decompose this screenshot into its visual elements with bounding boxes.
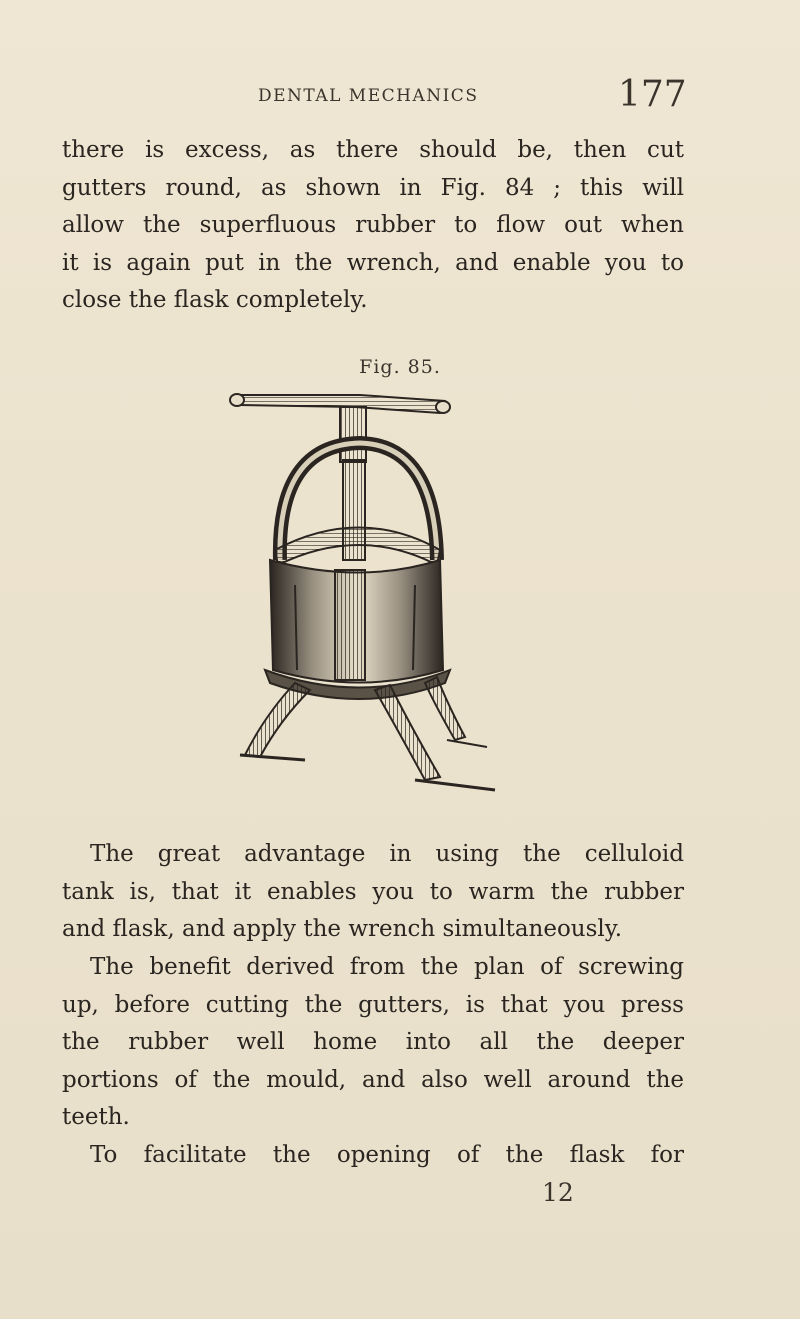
paragraph-screwing-benefit <box>62 949 684 1137</box>
signature-mark: 12 <box>542 1178 574 1207</box>
paragraph-opening-flask <box>62 1137 684 1175</box>
text-line: there is excess, as there should be, then cut <box>62 137 684 163</box>
paragraph-continuation <box>62 132 684 320</box>
text-line: gutters round, as shown in Fig. 84 ; this will <box>62 174 684 201</box>
flask-press-wrench-illustration <box>225 385 500 805</box>
text-line: allow the superfluous rubber to flow out when <box>62 212 684 238</box>
text-line: and flask, and apply the wrench simultaneously. <box>62 916 623 942</box>
page-number: 177 <box>618 74 687 115</box>
text-line: the rubber well home into all the deeper <box>62 1029 684 1055</box>
text-line: portions of the mould, and also well around the <box>62 1066 684 1093</box>
figure-caption: Fig. 85. <box>359 356 441 378</box>
text-line: tank is, that it enables you to warm the rubber <box>62 878 684 905</box>
text-line: teeth. <box>62 1104 130 1130</box>
text-line: The benefit derived from the plan of screwing <box>90 954 684 980</box>
text-line: up, before cutting the gutters, is that you press <box>62 991 684 1018</box>
text-line: To facilitate the opening of the flask for <box>90 1142 684 1168</box>
text-line: it is again put in the wrench, and enable you to <box>62 249 684 276</box>
text-line: The great advantage in using the celluloid <box>90 841 684 867</box>
text-line: close the flask completely. <box>62 287 368 313</box>
running-title: DENTAL MECHANICS <box>258 86 479 106</box>
paragraph-celluloid-tank <box>62 836 684 949</box>
